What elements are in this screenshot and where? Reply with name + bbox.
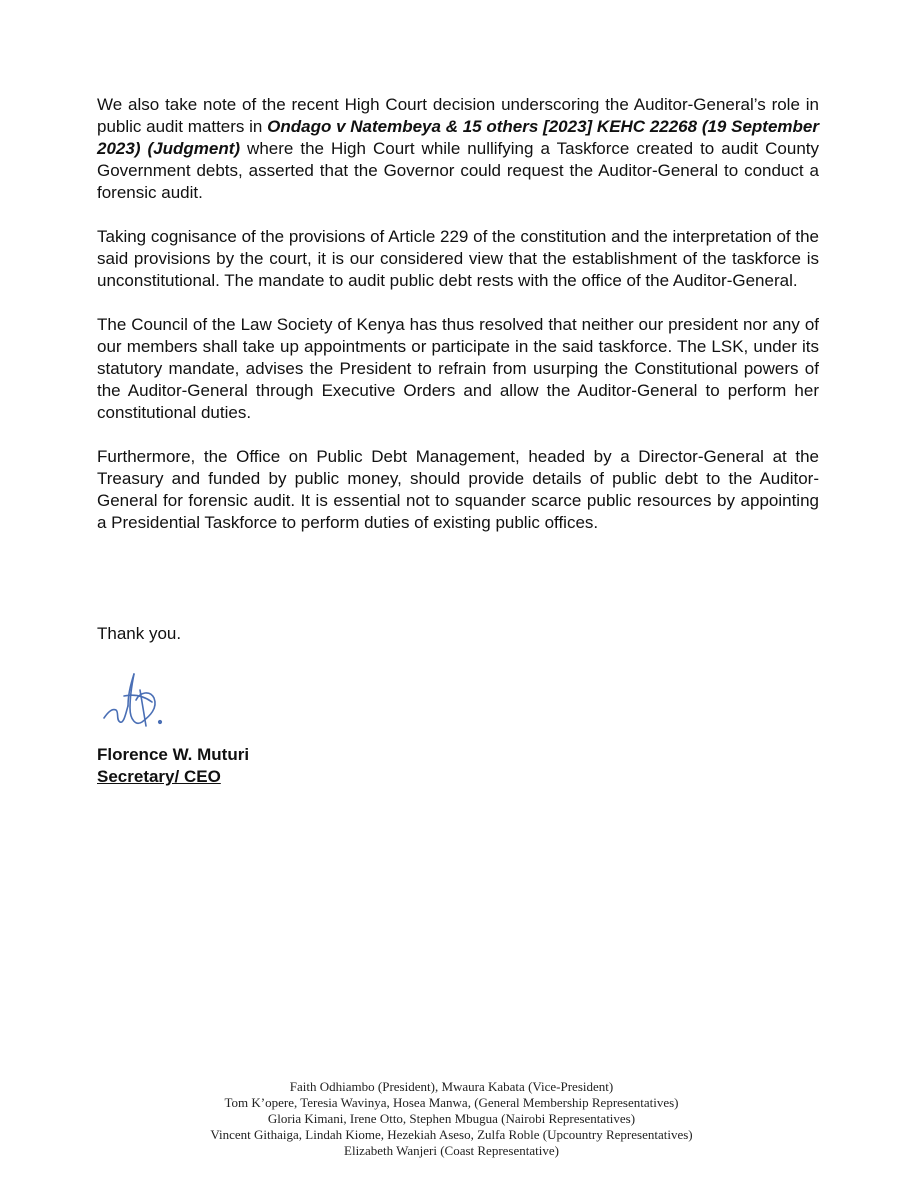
footer-line: Vincent Githaiga, Lindah Kiome, Hezekiah Aseso, Zulfa Roble (Upcountry Representatives) — [210, 1127, 693, 1142]
handwritten-signature — [100, 666, 170, 734]
signatory-title: Secretary/ CEO — [97, 767, 221, 786]
paragraph-council-resolution: The Council of the Law Society of Kenya has thus resolved that neither our president nor any of our members shall take up appointments or participate in the said taskforce. The LSK, under its statutory mandate, advises the President to refrain from usurping the Constitutional powers of the Auditor-General through Executive Orders and allow the Auditor-General to perform her constitutional duties. — [97, 315, 819, 422]
signatory-name: Florence W. Muturi — [97, 745, 250, 764]
paragraph-article-229: Taking cognisance of the provisions of Article 229 of the constitution and the interpretation of the said provisions by the court, it is our considered view that the establishment of the taskforce is unconstitutional. The mandate to audit public debt rests with the office of the Auditor-General. — [97, 227, 820, 290]
footer-line: Tom K’opere, Teresia Wavinya, Hosea Manwa, (General Membership Representatives) — [224, 1095, 679, 1110]
paragraph-1-rest: where the High Court while nullifying a Taskforce created to audit County Government debts, asserted that the Governor could request the Auditor-General to conduct a forensic audit. — [97, 139, 820, 202]
paragraph-high-court-decision — [97, 94, 819, 204]
letter-body — [97, 94, 819, 556]
closing-line: Thank you. — [97, 624, 182, 643]
footer-line: Elizabeth Wanjeri (Coast Representative) — [344, 1143, 559, 1158]
paragraph-1-intro: We also take note of the recent High Court decision underscoring the Auditor-General’s role in public audit matters in — [97, 95, 819, 136]
footer-line: Faith Odhiambo (President), Mwaura Kabata (Vice-President) — [289, 1079, 614, 1094]
case-citation: Ondago v Natembeya & 15 others [2023] KEHC 22268 (19 September 2023) (Judgment) — [97, 117, 819, 158]
paragraph-public-debt-office: Furthermore, the Office on Public Debt Management, headed by a Director-General at the Treasury and funded by public money, should provide details of public debt to the Auditor-General for forensic audit. It is essential not to squander scarce public resources by appointing a Presidential Taskforce to perform duties of existing public offices. — [97, 447, 819, 532]
footer-line: Gloria Kimani, Irene Otto, Stephen Mbugua (Nairobi Representatives) — [267, 1111, 636, 1126]
signatory-block — [97, 744, 249, 788]
council-members-footer — [0, 1079, 903, 1159]
